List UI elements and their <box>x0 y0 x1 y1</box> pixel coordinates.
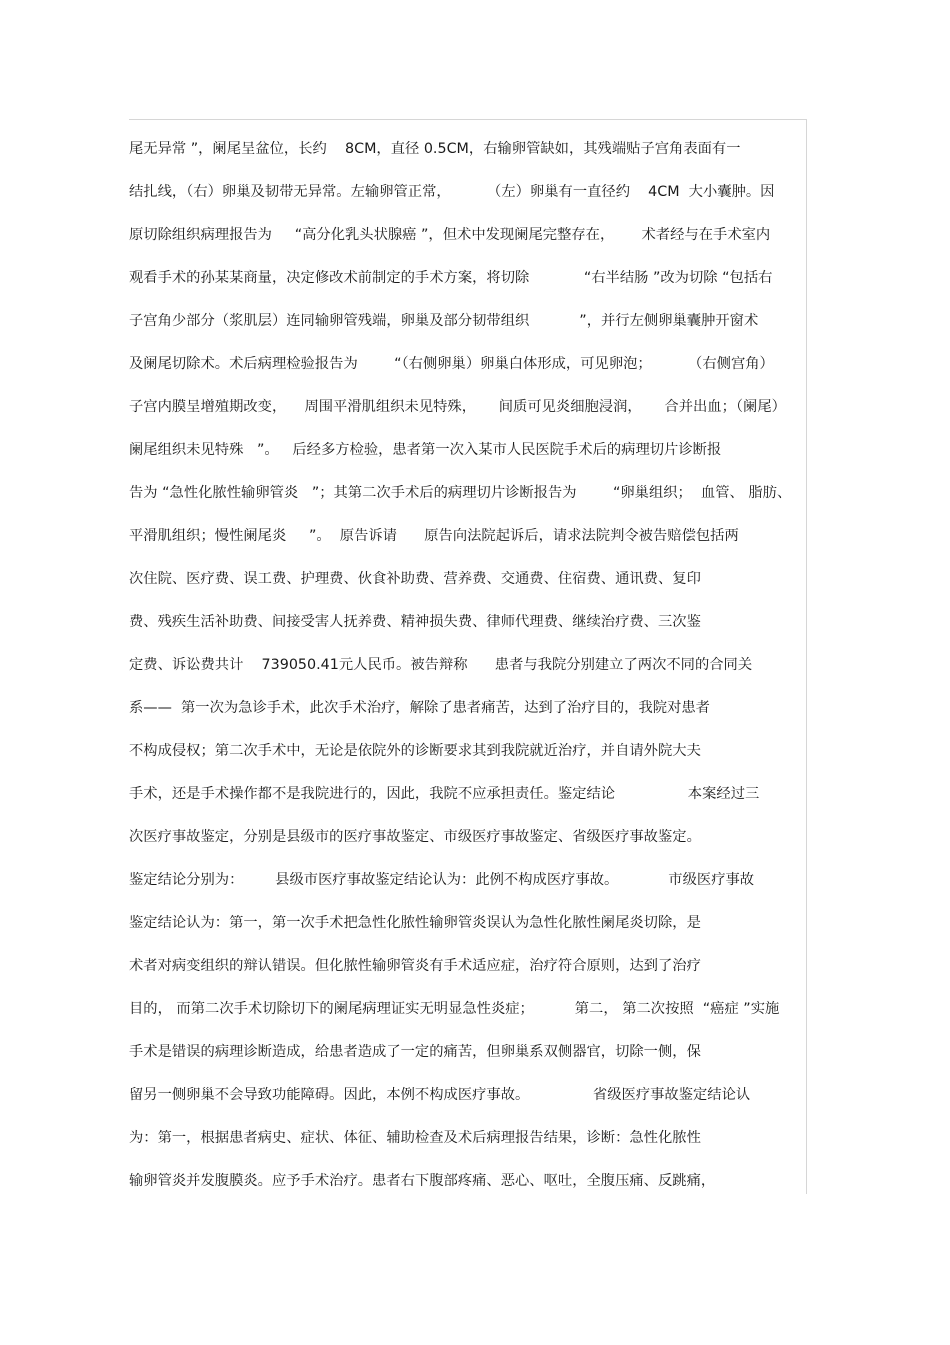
text-line: 次医疗事故鉴定，分别是县级市的医疗事故鉴定、市级医疗事故鉴定、省级医疗事故鉴定。 <box>129 829 701 845</box>
text-line: 结扎线，（右）卵巢及韧带无异常。左输卵管正常， （左）卵巢有一直径约 4CM 大小囊肿。因 <box>129 184 775 200</box>
text-line: 观看手术的孙某某商量，决定修改术前制定的手术方案，将切除 “右半结肠 ”改为切除 “包括右 <box>129 270 773 286</box>
text-line: 手术，还是手术操作都不是我院进行的，因此，我院不应承担责任。鉴定结论 本案经过三 <box>129 786 760 802</box>
text-line: 鉴定结论认为：第一，第一次手术把急性化脓性输卵管炎误认为急性化脓性阑尾炎切除，是 <box>129 915 701 931</box>
text-line: 原切除组织病理报告为 “高分化乳头状腺癌 ”，但术中发现阑尾完整存在， 术者经与在手术室内 <box>129 227 771 243</box>
text-line: 手术是错误的病理诊断造成，给患者造成了一定的痛苦，但卵巢系双侧器官，切除一侧，保 <box>129 1044 701 1060</box>
text-line: 尾无异常 ”，阑尾呈盆位，长约 8CM，直径 0.5CM，右输卵管缺如，其残端贴子宫角表面有一 <box>129 141 741 157</box>
text-line: 输卵管炎并发腹膜炎。应予手术治疗。患者右下腹部疼痛、恶心、呕吐，全腹压痛、反跳痛， <box>129 1173 716 1189</box>
text-line: 系—— 第一次为急诊手术，此次手术治疗，解除了患者痛苦，达到了治疗目的，我院对患者 <box>129 700 710 716</box>
text-line: 不构成侵权；第二次手术中，无论是依院外的诊断要求其到我院就近治疗，并自请外院大夫 <box>129 743 701 759</box>
text-line: 平滑肌组织；慢性阑尾炎 ”。 原告诉请 原告向法院起诉后，请求法院判令被告赔偿包括两 <box>129 528 739 544</box>
text-line: 子宫角少部分（浆肌层）连同输卵管残端，卵巢及部分韧带组织 ”，并行左侧卵巢囊肿开窗术 <box>129 313 759 329</box>
text-line: 次住院、医疗费、误工费、护理费、伙食补助费、营养费、交通费、住宿费、通讯费、复印 <box>129 571 701 587</box>
text-line: 及阑尾切除术。术后病理检验报告为 “（右侧卵巢）卵巢白体形成，可见卵泡； （右侧宫角） <box>129 356 774 372</box>
text-line: 为：第一，根据患者病史、症状、体征、辅助检查及术后病理报告结果，诊断：急性化脓性 <box>129 1130 701 1146</box>
text-line: 定费、诉讼费共计 739050.41元人民币。被告辩称 患者与我院分别建立了两次不同的合同关 <box>129 657 753 673</box>
text-line: 留另一侧卵巢不会导致功能障碍。因此，本例不构成医疗事故。 省级医疗事故鉴定结论认 <box>129 1087 751 1103</box>
text-line: 目的， 而第二次手术切除切下的阑尾病理证实无明显急性炎症； 第二， 第二次按照 “癌症 ”实施 <box>129 1001 780 1017</box>
text-line: 术者对病变组织的辩认错误。但化脓性输卵管炎有手术适应症，治疗符合原则，达到了治疗 <box>129 958 701 974</box>
text-line: 阑尾组织未见特殊 ”。 后经多方检验，患者第一次入某市人民医院手术后的病理切片诊断报 <box>129 442 722 458</box>
text-line: 告为 “急性化脓性输卵管炎 ”；其第二次手术后的病理切片诊断报告为 “卵巢组织； 血管、 脂肪、 <box>129 485 792 501</box>
text-line: 子宫内膜呈增殖期改变， 周围平滑肌组织未见特殊， 间质可见炎细胞浸润， 合并出血；（阑尾） <box>129 399 786 415</box>
text-line: 鉴定结论分别为： 县级市医疗事故鉴定结论认为：此例不构成医疗事故。 市级医疗事故 <box>129 872 755 888</box>
text-line: 费、残疾生活补助费、间接受害人抚养费、精神损失费、律师代理费、继续治疗费、三次鉴 <box>129 614 701 630</box>
